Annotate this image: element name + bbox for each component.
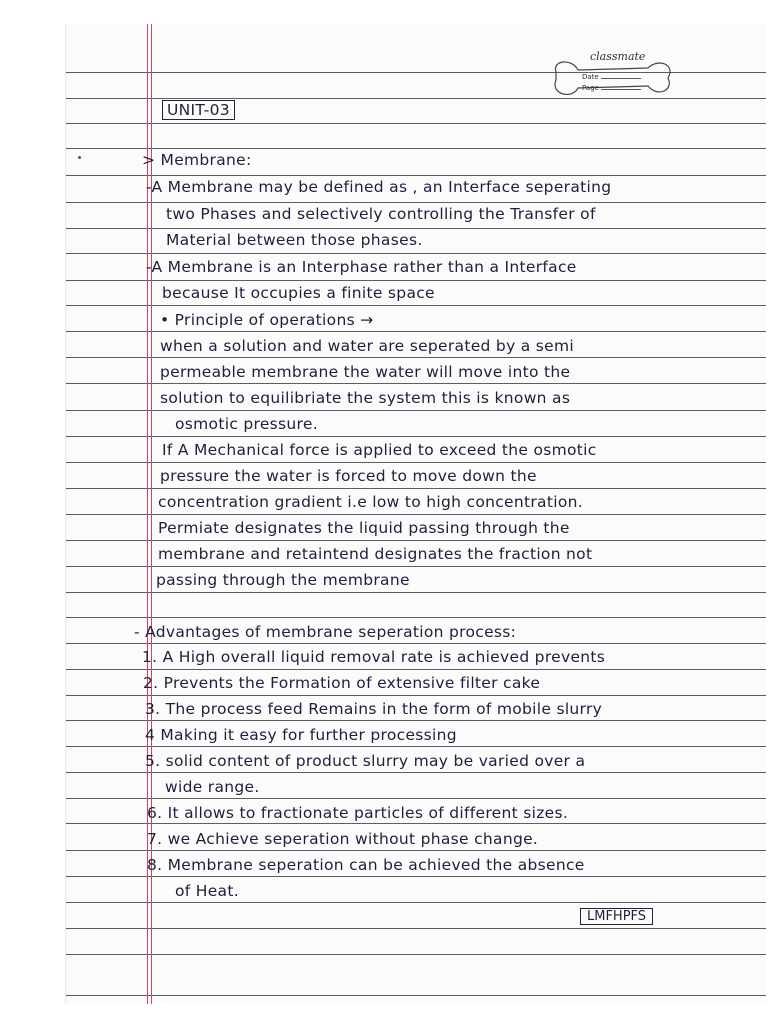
rule-line: [66, 514, 766, 515]
rule-line: [66, 540, 766, 541]
signature: LMFHPFS: [580, 908, 653, 925]
rule-line: [66, 488, 766, 489]
rule-line: [66, 954, 766, 955]
rule-line: [66, 462, 766, 463]
rule-line: [66, 746, 766, 747]
brand-name: classmate: [590, 50, 646, 63]
rule-line: [66, 669, 766, 670]
note-line: • Principle of operations →: [160, 311, 374, 329]
note-line: 8. Membrane seperation can be achieved the absence: [147, 856, 585, 874]
rule-line: [66, 772, 766, 773]
note-line: solution to equilibriate the system this is known as: [160, 389, 571, 407]
rule-line: [66, 305, 766, 306]
note-line: Permiate designates the liquid passing through the: [158, 519, 570, 537]
ink-dot: [78, 156, 81, 159]
note-line: passing through the membrane: [156, 571, 410, 589]
date-field: [582, 73, 641, 81]
rule-line: [66, 592, 766, 593]
rule-line: [66, 876, 766, 877]
unit-label: UNIT-03: [162, 100, 235, 120]
rule-line: [66, 436, 766, 437]
note-line: 5. solid content of product slurry may be varied over a: [145, 752, 586, 770]
rule-line: [66, 823, 766, 824]
rule-line: [66, 798, 766, 799]
note-line: pressure the water is forced to move down the: [160, 467, 537, 485]
note-line: permeable membrane the water will move into the: [160, 363, 571, 381]
note-line: wide range.: [165, 778, 260, 796]
note-line: 6. It allows to fractionate particles of different sizes.: [147, 804, 569, 822]
rule-line: [66, 148, 766, 149]
page-field: [582, 84, 641, 92]
unit-heading: [162, 101, 235, 119]
note-line: 7. we Achieve seperation without phase change.: [147, 830, 539, 848]
note-line: -A Membrane may be defined as , an Interface seperating: [146, 178, 612, 196]
rule-line: [66, 850, 766, 851]
rule-line: [66, 202, 766, 203]
note-line: 1. A High overall liquid removal rate is achieved prevents: [142, 648, 606, 666]
rule-line: [66, 175, 766, 176]
rule-line: [66, 331, 766, 332]
note-line: -A Membrane is an Interphase rather than a Interface: [146, 258, 577, 276]
note-line: 3. The process feed Remains in the form of mobile slurry: [145, 700, 603, 718]
note-line: concentration gradient i.e low to high concentration.: [158, 493, 583, 511]
note-line: 2. Prevents the Formation of extensive filter cake: [143, 674, 541, 692]
rule-line: [66, 123, 766, 124]
rule-line: [66, 928, 766, 929]
note-line: - Advantages of membrane seperation process:: [134, 623, 517, 641]
note-line: of Heat.: [175, 882, 239, 900]
note-line: because It occupies a finite space: [162, 284, 435, 302]
rule-line: [66, 643, 766, 644]
note-line: when a solution and water are seperated by a semi: [160, 337, 575, 355]
rule-line: [66, 902, 766, 903]
note-line: membrane and retaintend designates the fraction not: [158, 545, 593, 563]
rule-line: [66, 280, 766, 281]
note-line: Material between those phases.: [166, 231, 423, 249]
note-line: > Membrane:: [142, 151, 252, 169]
note-line: osmotic pressure.: [175, 415, 318, 433]
rule-line: [66, 357, 766, 358]
rule-line: [66, 995, 766, 996]
date-label: Date: [582, 73, 599, 81]
note-line: 4 Making it easy for further processing: [145, 726, 457, 744]
rule-line: [66, 566, 766, 567]
rule-line: [66, 720, 766, 721]
page-label: Page: [582, 84, 599, 92]
rule-line: [66, 228, 766, 229]
note-line: If A Mechanical force is applied to exceed the osmotic: [162, 441, 597, 459]
rule-line: [66, 695, 766, 696]
rule-line: [66, 383, 766, 384]
rule-line: [66, 253, 766, 254]
rule-line: [66, 410, 766, 411]
note-line: two Phases and selectively controlling the Transfer of: [166, 205, 596, 223]
rule-line: [66, 617, 766, 618]
